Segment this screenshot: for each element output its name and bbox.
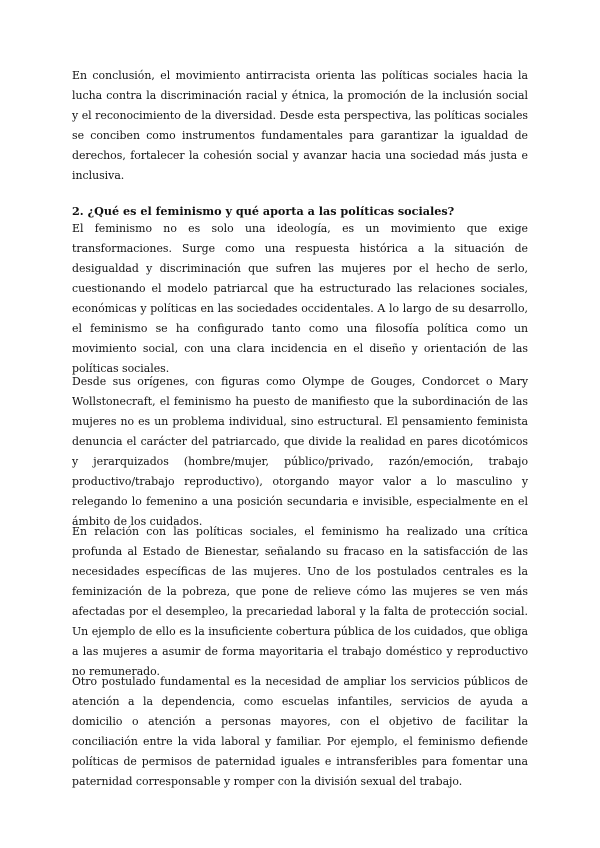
section-heading: 2. ¿Qué es el feminismo y qué aporta a las políticas sociales? xyxy=(72,204,455,218)
feminism-intro-paragraph: El feminismo no es solo una ideología, es un movimiento que exige transformaciones. Surge como una respuesta histórica a la situación de desigualdad y discriminación que sufren las mujeres por el hecho de serlo, cuestionando el modelo patriarcal que ha estructurado las relaciones sociales, económicas y políticas en las sociedades occidentales. A lo largo de su desarrollo, el feminismo se ha configurado tanto como una filosofía política como un movimiento social, con una clara incidencia en el diseño y orientación de las políticas sociales. xyxy=(72,222,528,375)
conclusion-paragraph: En conclusión, el movimiento antirracista orienta las políticas sociales hacia la lucha contra la discriminación racial y étnica, la promoción de la inclusión social y el reconocimiento de la diversidad. Desde esta perspectiva, las políticas sociales se conciben como instrumentos fundamentales para garantizar la igualdad de derechos, fortalecer la cohesión social y avanzar hacia una sociedad más justa e inclusiva. xyxy=(72,69,528,182)
dependency-services-paragraph: Otro postulado fundamental es la necesidad de ampliar los servicios públicos de atención a la dependencia, como escuelas infantiles, servicios de ayuda a domicilio o atención a personas mayores, con el objetivo de facilitar la conciliación entre la vida laboral y familiar. Por ejemplo, el feminismo defiende políticas de permisos de paternidad iguales e intransferibles para fomentar una paternidad corresponsable y romper con la división sexual del trabajo. xyxy=(72,675,528,788)
welfare-critique-paragraph: En relación con las políticas sociales, el feminismo ha realizado una crítica profunda al Estado de Bienestar, señalando su fracaso en la satisfacción de las necesidades específicas de las mujeres. Uno de los postulados centrales es la feminización de la pobreza, que pone de relieve cómo las mujeres se ven más afectadas por el desempleo, la precariedad laboral y la falta de protección social. Un ejemplo de ello es la insuficiente cobertura pública de los cuidados, que obliga a las mujeres a asumir de forma mayoritaria el trabajo doméstico y reproductivo no remunerado. xyxy=(72,525,528,678)
feminism-origins-paragraph: Desde sus orígenes, con figuras como Olympe de Gouges, Condorcet o Mary Wollstonecraft, el feminismo ha puesto de manifiesto que la subordinación de las mujeres no es un problema individual, sino estructural. El pensamiento feminista denuncia el carácter del patriarcado, que divide la realidad en pares dicotómicos y jerarquizados (hombre/mujer, público/privado, razón/emoción, trabajo productivo/trabajo reproductivo), otorgando mayor valor a lo masculino y relegando lo femenino a una posición secundaria e invisible, especialmente en el ámbito de los cuidados. xyxy=(72,375,528,528)
